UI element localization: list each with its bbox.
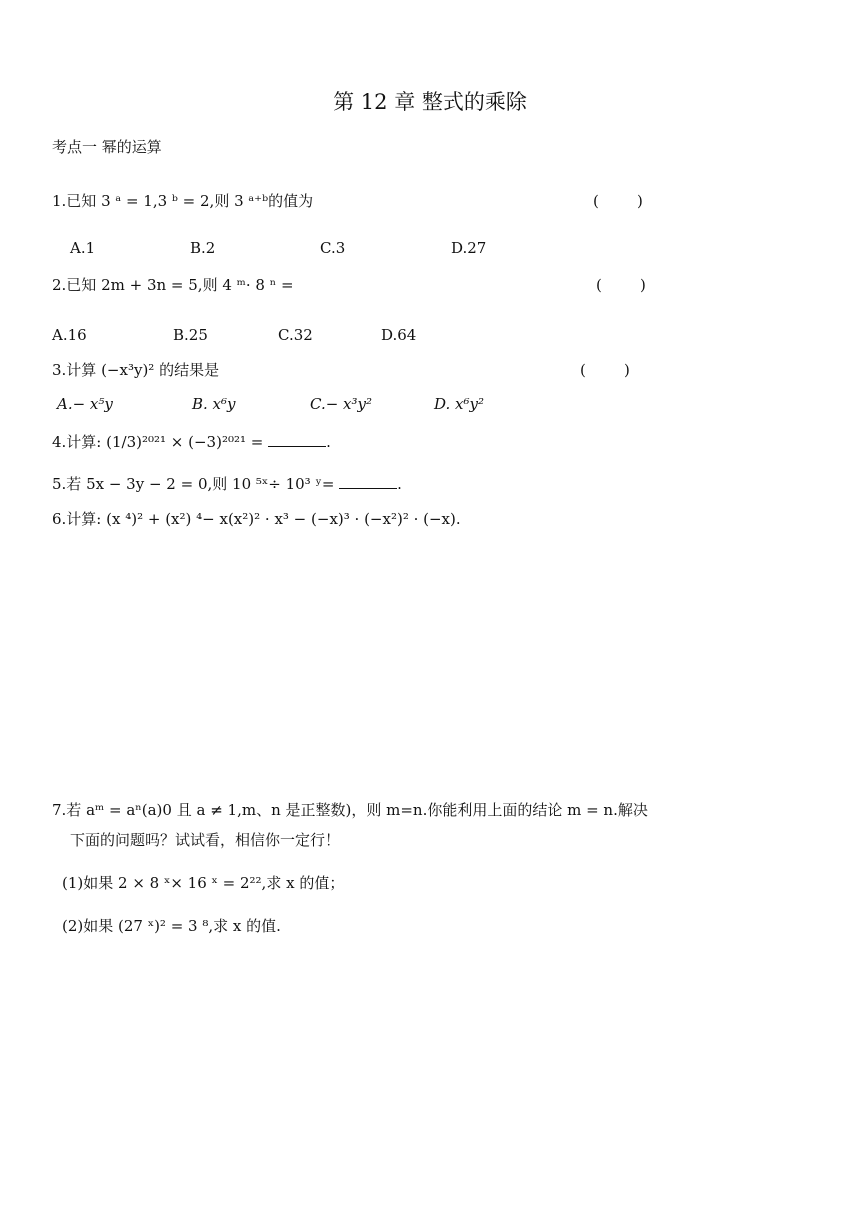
- question-1-option-b: B.2: [190, 239, 216, 257]
- question-7-stem-line-1: 7.若 aᵐ = aⁿ(a)0 且 a ≠ 1,m、n 是正整数)，则 m=n.你能利用上面的结论 m = n.解决: [52, 801, 648, 819]
- question-4-tail: .: [326, 433, 331, 451]
- question-5: [52, 474, 402, 494]
- question-2-stem: 2.已知 2m + 3n = 5,则 4 ᵐ· 8 ⁿ =: [52, 276, 294, 294]
- question-7-part-2: (2)如果 (27 ˣ)² = 3 ⁸,求 x 的值.: [62, 917, 281, 935]
- question-1-answer-paren: ( ): [593, 192, 643, 210]
- question-3-option-d: D. x⁶y²: [434, 395, 484, 413]
- question-1-option-a: A.1: [70, 239, 96, 257]
- question-2-option-d: D.64: [381, 326, 417, 344]
- question-5-tail: .: [397, 475, 402, 493]
- question-3-option-a: A.− x⁵y: [57, 395, 113, 413]
- question-1-stem: 1.已知 3 ᵃ = 1,3 ᵇ = 2,则 3 ᵃ⁺ᵇ的值为: [52, 192, 314, 210]
- question-7-part-1: (1)如果 2 × 8 ˣ× 16 ˣ = 2²²,求 x 的值；: [62, 874, 345, 892]
- page-title: 第 12 章 整式的乘除: [333, 90, 527, 114]
- question-7-stem-line-2: 下面的问题吗？试试看，相信你一定行！: [70, 831, 341, 849]
- question-4: [52, 432, 331, 452]
- question-1-option-d: D.27: [451, 239, 487, 257]
- question-5-stem: 5.若 5x − 3y − 2 = 0,则 10 ⁵ˣ÷ 10³ ʸ=: [52, 475, 340, 493]
- question-5-blank: [339, 474, 397, 489]
- question-2-option-a: A.16: [52, 326, 87, 344]
- question-2-option-b: B.25: [173, 326, 208, 344]
- question-3-option-b: B. x⁶y: [192, 395, 236, 413]
- question-3-stem: 3.计算 (−x³y)² 的结果是: [52, 361, 220, 379]
- question-4-blank: [268, 432, 326, 447]
- question-3-option-c: C.− x³y²: [310, 395, 373, 413]
- question-4-stem: 4.计算: (1/3)²⁰²¹ × (−3)²⁰²¹ =: [52, 433, 269, 451]
- section-heading: 考点一 幂的运算: [52, 138, 162, 156]
- question-6-stem: 6.计算: (x ⁴)² + (x²) ⁴− x(x²)² · x³ − (−x)³ · (−x²)² · (−x).: [52, 510, 461, 528]
- question-2-option-c: C.32: [278, 326, 313, 344]
- question-2-answer-paren: ( ): [596, 276, 646, 294]
- question-1-option-c: C.3: [320, 239, 346, 257]
- question-3-answer-paren: ( ): [580, 361, 630, 379]
